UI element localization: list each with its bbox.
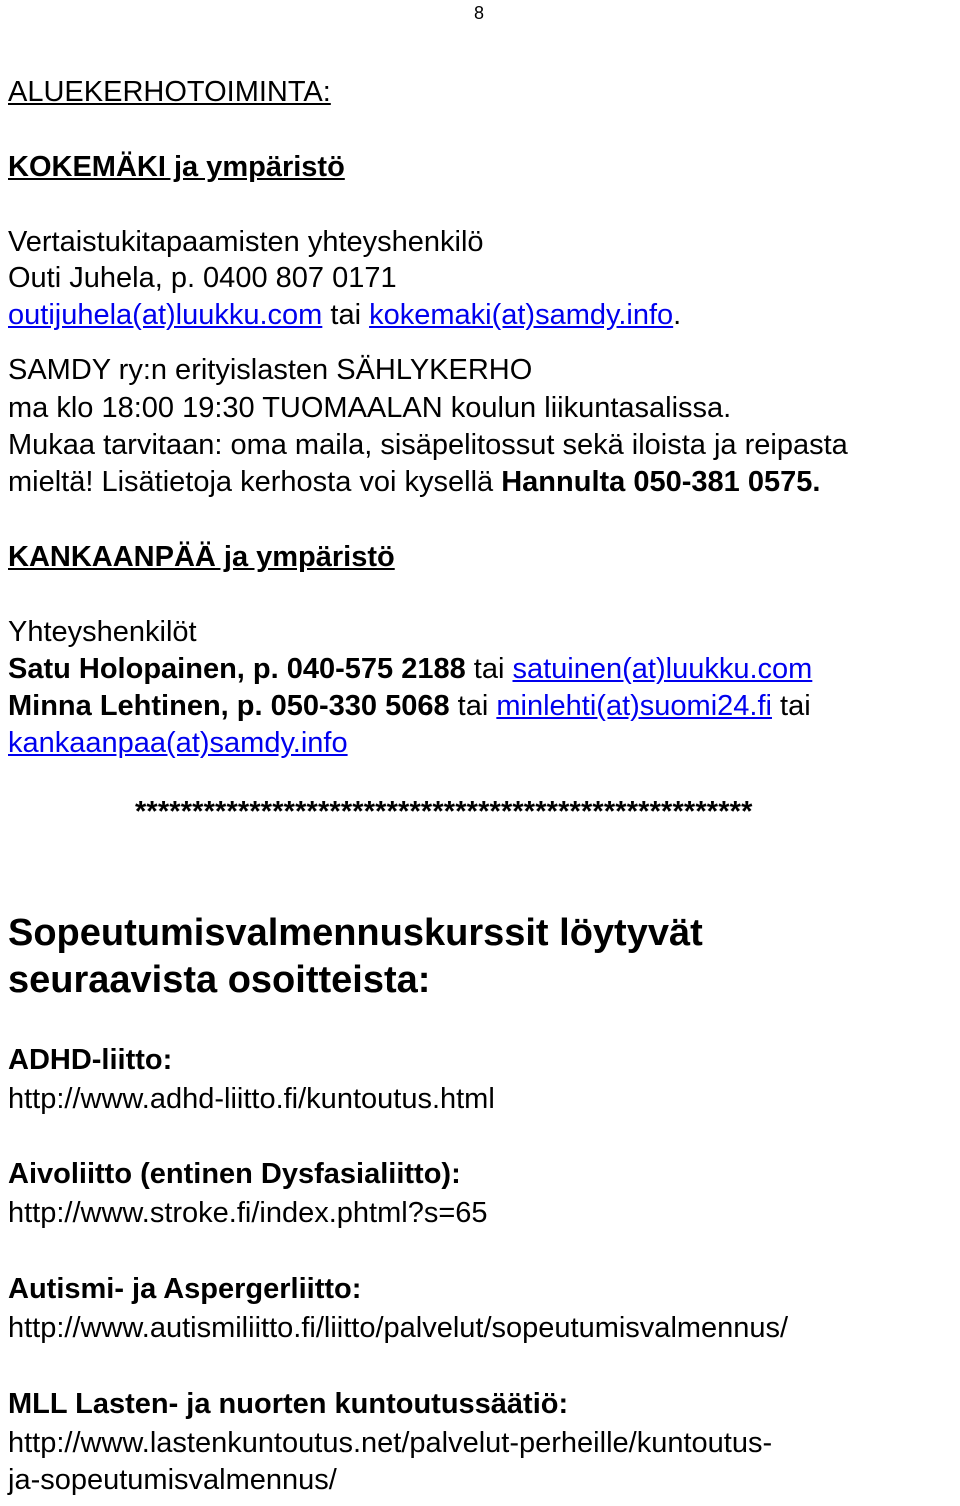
org-aivoliitto-name: Aivoliitto (entinen Dysfasialiitto):	[8, 1158, 461, 1190]
club-more-prefix: mieltä! Lisätietoja kerhosta voi kysellä	[8, 466, 502, 498]
org-adhd-url[interactable]: http://www.adhd-liitto.fi/kuntoutus.html	[8, 1083, 495, 1115]
org-aivoliitto-url[interactable]: http://www.stroke.fi/index.phtml?s=65	[8, 1197, 488, 1229]
kankaanpaa-person-2	[8, 688, 811, 724]
kankaanpaa-heading: KANKAANPÄÄ ja ympäristö	[8, 541, 395, 573]
kokemaki-email-link-1[interactable]: outijuhela(at)luukku.com	[8, 299, 323, 331]
club-more-info	[8, 464, 820, 500]
club-time: ma klo 18:00 19:30 TUOMAALAN koulun liikuntasalissa.	[8, 392, 732, 424]
org-autismi-url[interactable]: http://www.autismiliitto.fi/liitto/palvelut/sopeutumisvalmennus/	[8, 1312, 789, 1344]
person-1-email-link[interactable]: satuinen(at)luukku.com	[512, 653, 813, 685]
kankaanpaa-area-email-link[interactable]: kankaanpaa(at)samdy.info	[8, 727, 348, 759]
kokemaki-email-line	[8, 297, 681, 333]
end-dot: .	[673, 299, 682, 331]
club-contact-phone: Hannulta 050-381 0575.	[501, 466, 821, 498]
person-1-name-phone: Satu Holopainen, p. 040-575 2188	[8, 653, 466, 685]
kokemaki-email-link-2[interactable]: kokemaki(at)samdy.info	[369, 299, 674, 331]
kokemaki-contact-label: Vertaistukitapaamisten yhteyshenkilö	[8, 226, 484, 258]
org-mll-url-line-1[interactable]: http://www.lastenkuntoutus.net/palvelut-perheille/kuntoutus-	[8, 1427, 773, 1459]
kankaanpaa-contacts-label: Yhteyshenkilöt	[8, 616, 197, 648]
kokemaki-heading: KOKEMÄKI ja ympäristö	[8, 151, 345, 183]
org-adhd-name: ADHD-liitto:	[8, 1044, 173, 1076]
or-text: tai	[322, 299, 370, 331]
separator-line: ******************************************************	[135, 796, 753, 828]
page-number: 8	[474, 3, 485, 23]
kokemaki-contact-person: Outi Juhela, p. 0400 807 0171	[8, 262, 397, 294]
kankaanpaa-person-1	[8, 651, 812, 687]
courses-heading-line-2: seuraavista osoitteista:	[8, 959, 431, 1001]
club-needs: Mukaa tarvitaan: oma maila, sisäpelitossut sekä iloista ja reipasta	[8, 429, 848, 461]
person-2-name-phone: Minna Lehtinen, p. 050-330 5068	[8, 690, 450, 722]
kankaanpaa-area-email-line	[8, 725, 348, 761]
club-title: SAMDY ry:n erityislasten SÄHLYKERHO	[8, 354, 533, 386]
or-text: tai	[465, 653, 513, 685]
person-2-email-link[interactable]: minlehti(at)suomi24.fi	[496, 690, 772, 722]
section-heading-alue: ALUEKERHOTOIMINTA:	[8, 76, 331, 108]
or-text: tai	[449, 690, 497, 722]
org-mll-url-line-2[interactable]: ja-sopeutumisvalmennus/	[8, 1464, 337, 1496]
tail-text: tai	[771, 690, 811, 722]
org-autismi-name: Autismi- ja Aspergerliitto:	[8, 1273, 362, 1305]
courses-heading-line-1: Sopeutumisvalmennuskurssit löytyvät	[8, 912, 703, 954]
org-mll-name: MLL Lasten- ja nuorten kuntoutussäätiö:	[8, 1388, 569, 1420]
